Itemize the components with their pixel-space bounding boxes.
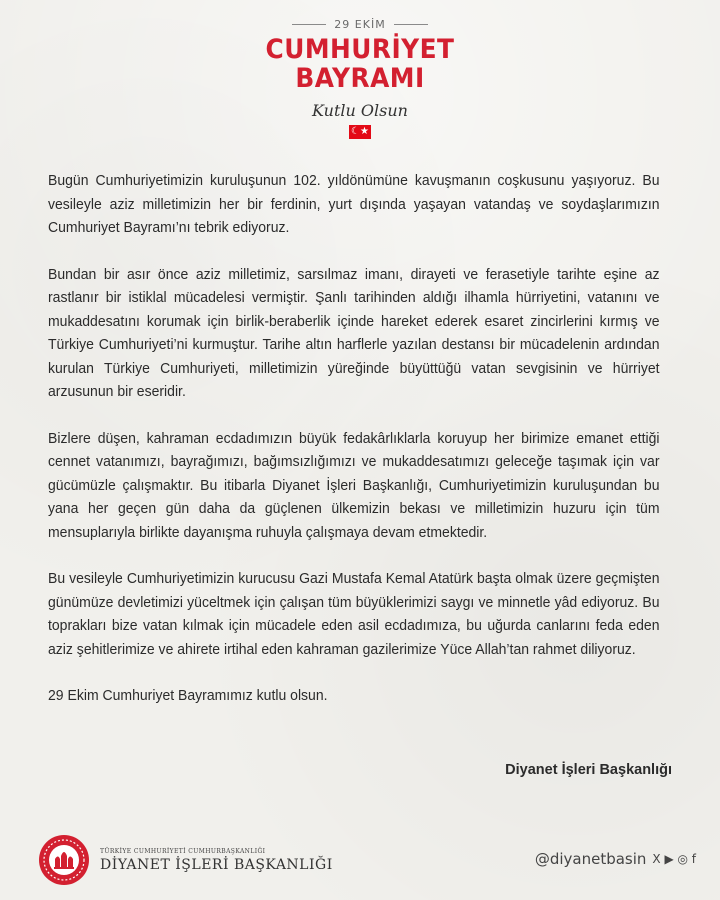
subtitle-script: Kutlu Olsun [312,101,408,120]
diyanet-logo-icon [38,834,90,886]
org-name: DİYANET İŞLERİ BAŞKANLIĞI [100,857,333,873]
date-row [0,18,720,31]
divider [292,24,326,25]
paragraph: Bugün Cumhuriyetimizin kuruluşunun 102. yıldönümüne kavuşmanın coşkusunu yaşıyoruz. Bu vesileyle aziz milletimizin her bir ferdinin, yurt dışında yaşayan vatandaş ve soydaşlarımızın Cumhuriyet Bayramı’nı tebrik ediyoruz. [48,173,660,236]
social-handle[interactable]: @diyanetbasin [534,850,647,868]
title-line-2: BAYRAMI [295,63,425,94]
social-icons[interactable]: X ▶ ◎ f [652,852,696,866]
date-label: 29 EKİM [334,18,386,31]
paragraph: 29 Ekim Cumhuriyet Bayramımız kutlu olsun. [48,688,328,704]
paragraph: Bu vesileyle Cumhuriyetimizin kurucusu Gazi Mustafa Kemal Atatürk başta olmak üzere geçmişten günümüze devletimizi yüceltmek için çalışan tüm büyüklerimizi saygı ve minnetle yâd ediyoruz. Bu toprakları bize vatan kılmak için mücadele eden asil ecdadımıza, bu uğurda canlarını feda eden aziz şehitlerimize ve ahirete irtihal eden kahraman gazilerimize Yüce Allah’tan rahmet diliyoruz. [48,571,660,658]
title-line-1: CUMHURİYET [265,34,455,65]
message-body [48,170,660,732]
divider [394,24,428,25]
org-subtitle: TÜRKİYE CUMHURİYETİ CUMHURBAŞKANLIĞI [100,848,266,855]
header [0,18,720,139]
paragraph: Bizlere düşen, kahraman ecdadımızın büyük fedakârlıklarla koruyup her birimize emanet ettiği cennet vatanımızı, bayrağımızı, bağımsızlığımızı ve mukaddesatımızı geleceğe taşımak için var gücümüzle çalışmaktır. Bu itibarla Diyanet İşleri Başkanlığı, Cumhuriyetimizin kuruluşundan bu yana her geçen gün daha da güçlenen ülkemizin bekası ve milletimizin huzuru için tüm mensuplarıyla birlikte dayanışma ruhuyla çalışmaya devam etmektedir. [48,430,660,541]
footer-organization [100,848,333,873]
signature: Diyanet İşleri Başkanlığı [505,762,672,778]
social-area [535,850,696,868]
turkish-flag-icon: ☾★ [349,125,371,139]
paragraph: Bundan bir asır önce aziz milletimiz, sarsılmaz imanı, dirayeti ve ferasetiyle tarihte eşine az rastlanır bir istiklal mücadelesi vermiştir. Şanlı tarihinden aldığı ilhamla hürriyetini, vatanını ve mukaddesatını korumak için birlik-beraberlik içinde hareket ederek esaret zincirlerini kırmış ve Türkiye Cumhuriyeti’ni kurmuştur. Tarihe altın harflerle yazılan destansı bir mücadelenin ardından kurulan Türkiye Cumhuriyeti, milletimizin yüreğinde büyüttüğü vatan sevgisinin ve hürriyet arzusunun bir eseridir. [48,266,660,400]
